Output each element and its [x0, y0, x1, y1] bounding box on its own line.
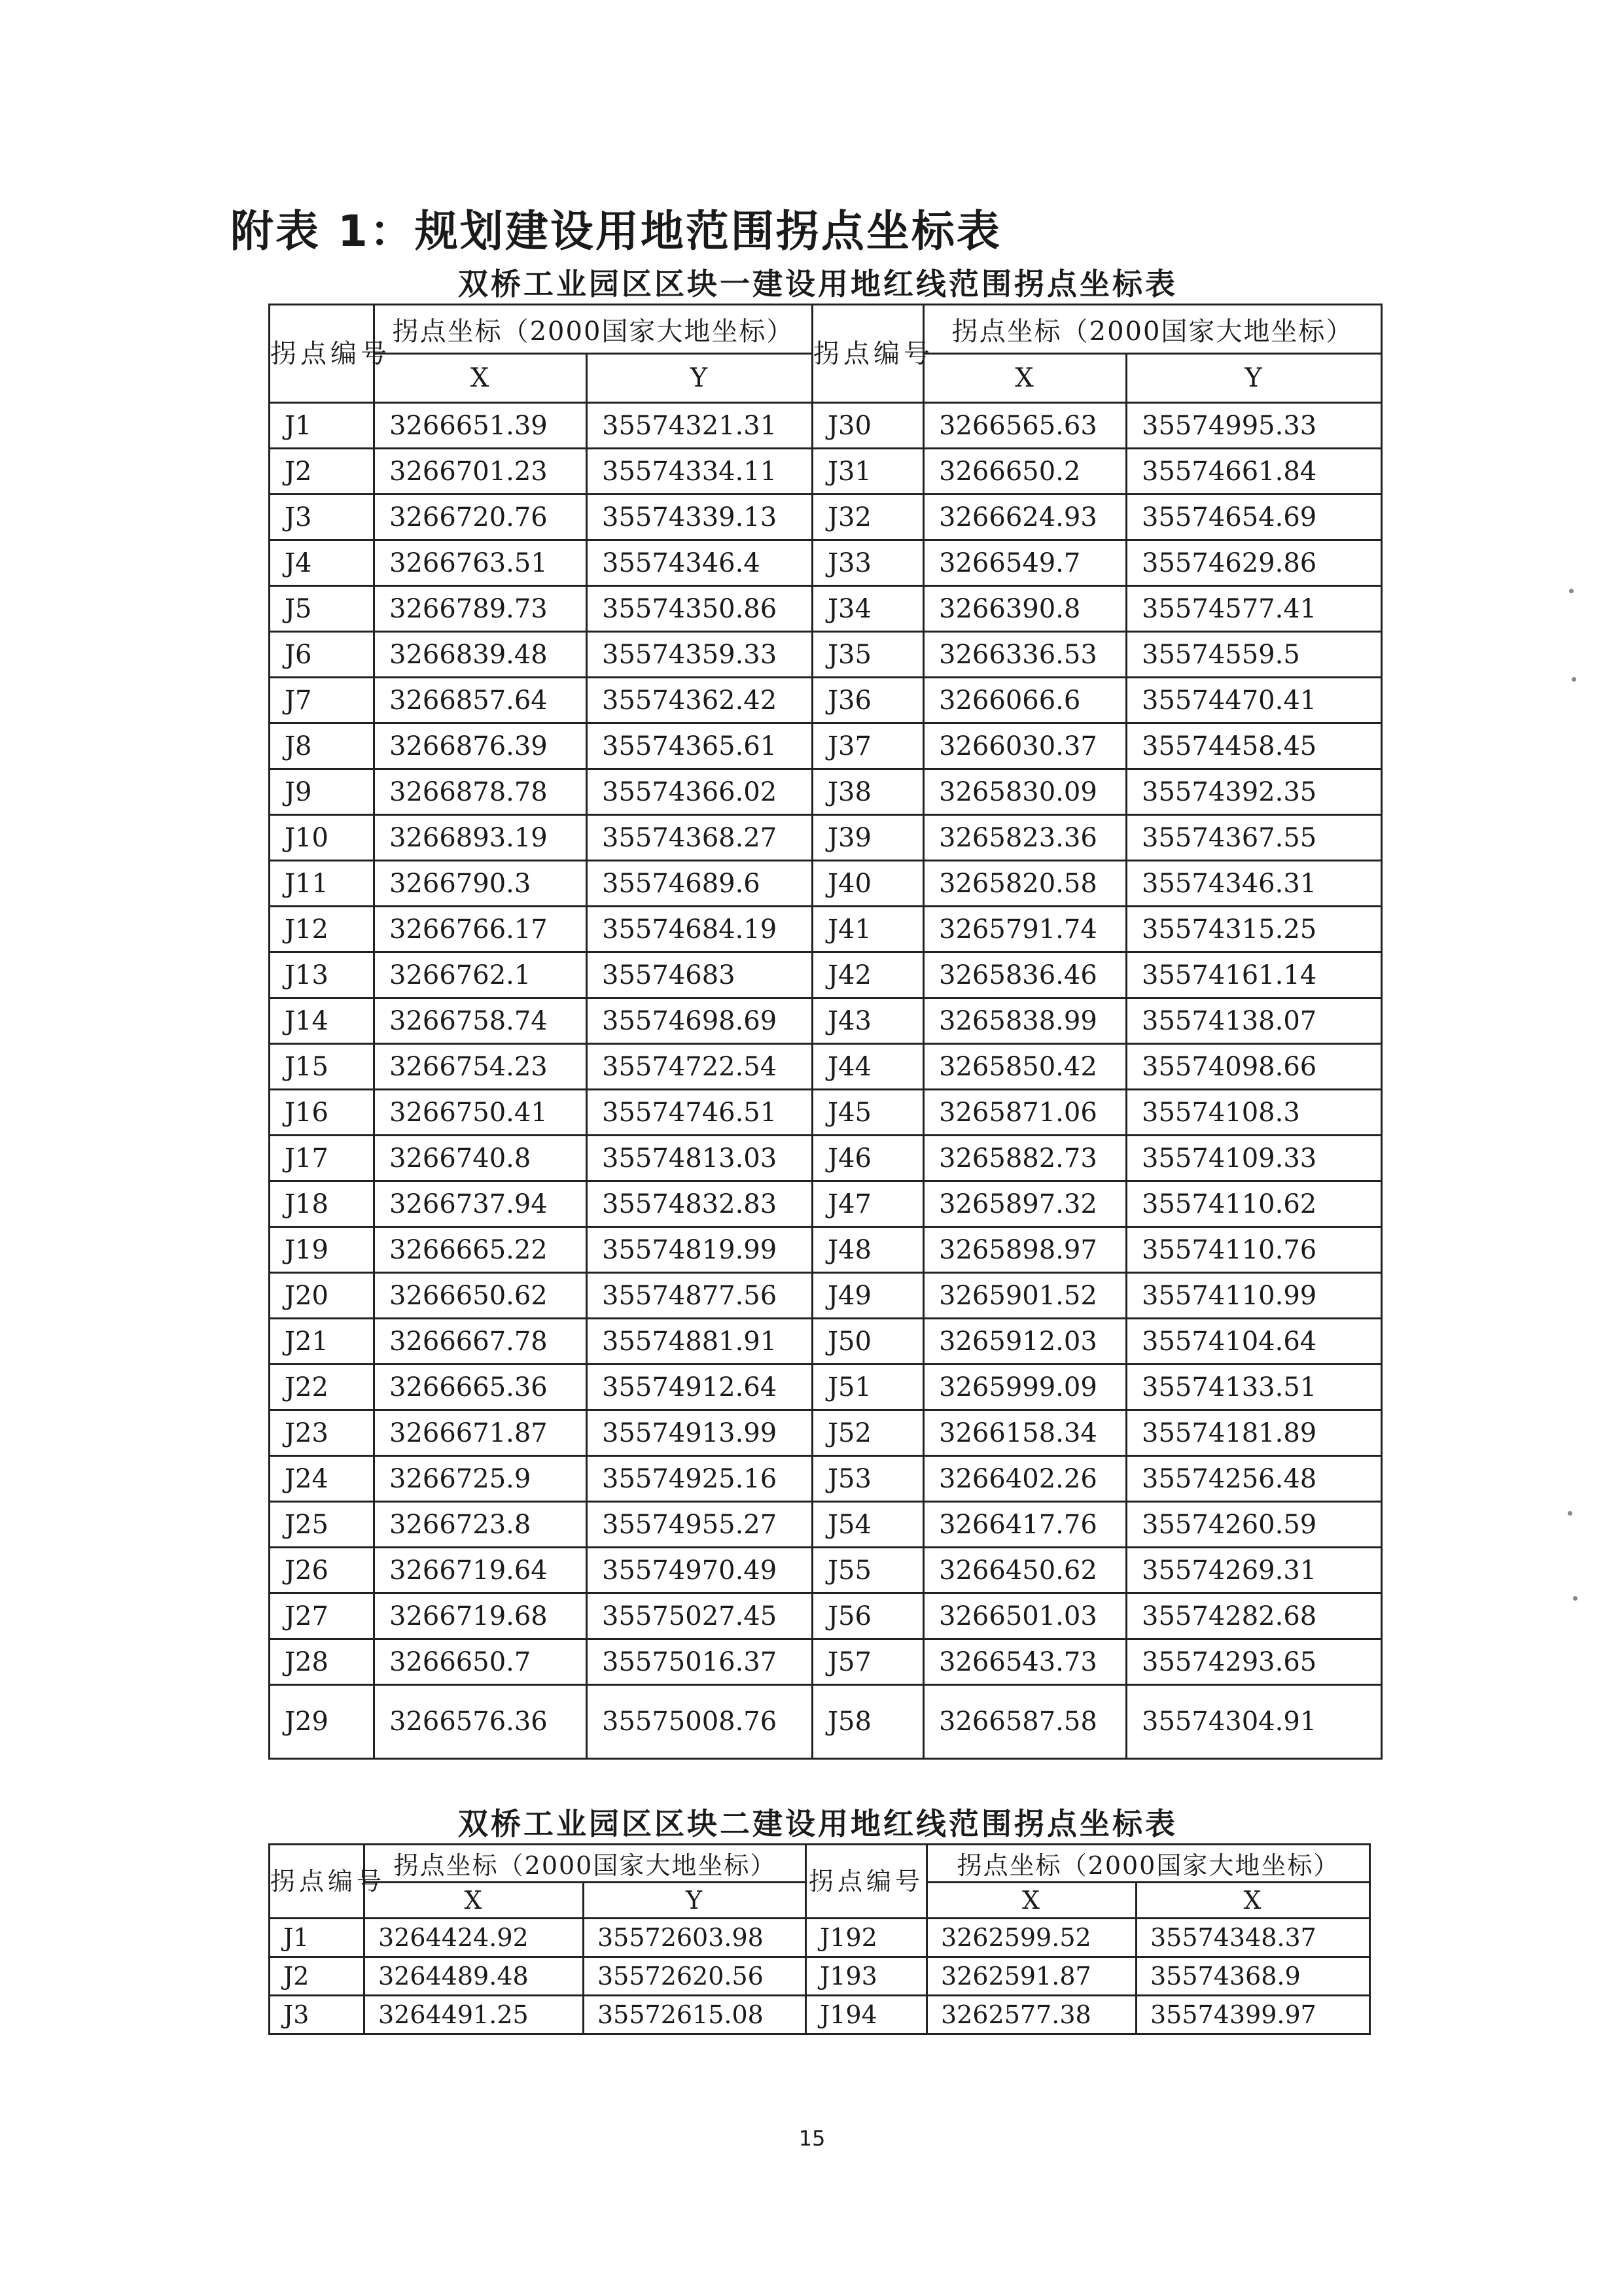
left-point-no-cell: J4 [270, 540, 374, 586]
right-y-coord-cell: 35574577.41 [1127, 586, 1382, 632]
right-x-coord-cell: 3265999.09 [924, 1365, 1127, 1410]
table2-header-coord-right: 拐点坐标（2000国家大地坐标） [927, 1845, 1370, 1883]
right-y-coord-cell: 35574138.07 [1127, 998, 1382, 1044]
right-point-no-cell: J192 [806, 1919, 927, 1957]
left-x-coord-cell: 3264491.25 [364, 1996, 584, 2034]
right-point-no-cell: J40 [813, 861, 924, 907]
left-x-coord-cell: 3266723.8 [374, 1502, 587, 1548]
left-x-coord-cell: 3266876.39 [374, 723, 587, 769]
table-row [270, 586, 1382, 632]
table-row [270, 1319, 1382, 1365]
right-y-coord-cell: 35574293.65 [1127, 1639, 1382, 1685]
right-point-no-cell: J53 [813, 1456, 924, 1502]
table1-header-y-left: Y [587, 354, 813, 403]
right-y-coord-cell: 35574559.5 [1127, 632, 1382, 678]
table-row [270, 1593, 1382, 1639]
right-y-coord-cell: 35574458.45 [1127, 723, 1382, 769]
right-y-coord-cell: 35574654.69 [1127, 495, 1382, 540]
right-y-coord-cell: 35574109.33 [1127, 1136, 1382, 1181]
right-y-coord-cell: 35574661.84 [1127, 449, 1382, 495]
left-y-coord-cell: 35574321.31 [587, 403, 813, 449]
right-x-coord-cell: 3266336.53 [924, 632, 1127, 678]
table-row [270, 1548, 1382, 1593]
table-row [270, 403, 1382, 449]
table-row [270, 1639, 1382, 1685]
right-x-coord-cell: 3265791.74 [924, 907, 1127, 952]
left-y-coord-cell: 35574746.51 [587, 1090, 813, 1136]
left-x-coord-cell: 3266763.51 [374, 540, 587, 586]
left-y-coord-cell: 35574722.54 [587, 1044, 813, 1090]
table-row [270, 449, 1382, 495]
left-y-coord-cell: 35574339.13 [587, 495, 813, 540]
left-point-no-cell: J10 [270, 815, 374, 861]
left-point-no-cell: J2 [270, 449, 374, 495]
table-row [270, 1502, 1382, 1548]
left-point-no-cell: J1 [270, 1919, 364, 1957]
right-y-coord-cell: 35574304.91 [1127, 1685, 1382, 1759]
right-point-no-cell: J37 [813, 723, 924, 769]
left-y-coord-cell: 35572620.56 [584, 1957, 806, 1996]
left-point-no-cell: J24 [270, 1456, 374, 1502]
left-point-no-cell: J14 [270, 998, 374, 1044]
left-point-no-cell: J16 [270, 1090, 374, 1136]
left-x-coord-cell: 3266789.73 [374, 586, 587, 632]
left-point-no-cell: J20 [270, 1273, 374, 1319]
right-y-coord-cell: 35574181.89 [1127, 1410, 1382, 1456]
table-row [270, 723, 1382, 769]
right-y-coord-cell: 35574315.25 [1127, 907, 1382, 952]
left-point-no-cell: J19 [270, 1227, 374, 1273]
left-point-no-cell: J23 [270, 1410, 374, 1456]
right-x-coord-cell: 3266158.34 [924, 1410, 1127, 1456]
right-y-coord-cell: 35574367.55 [1127, 815, 1382, 861]
table-row [270, 907, 1382, 952]
right-point-no-cell: J38 [813, 769, 924, 815]
table1-body [270, 403, 1382, 1759]
table-row [270, 1181, 1382, 1227]
right-point-no-cell: J47 [813, 1181, 924, 1227]
right-x-coord-cell: 3265830.09 [924, 769, 1127, 815]
right-x-coord-cell: 3262577.38 [927, 1996, 1137, 2034]
right-x-coord-cell: 3265882.73 [924, 1136, 1127, 1181]
table1-header-point-no-right: 拐点编号 [813, 305, 924, 403]
right-x-coord-cell: 3265912.03 [924, 1319, 1127, 1365]
left-x-coord-cell: 3266725.9 [374, 1456, 587, 1502]
left-x-coord-cell: 3266720.76 [374, 495, 587, 540]
right-x-coord-cell: 3266030.37 [924, 723, 1127, 769]
right-point-no-cell: J49 [813, 1273, 924, 1319]
right-x-coord-cell: 3266624.93 [924, 495, 1127, 540]
table2-coordinates [268, 1843, 1371, 2035]
left-point-no-cell: J22 [270, 1365, 374, 1410]
left-x-coord-cell: 3266651.39 [374, 403, 587, 449]
table2-body [270, 1919, 1370, 2034]
table1-header-x-left: X [374, 354, 587, 403]
table-row [270, 1227, 1382, 1273]
left-y-coord-cell: 35574362.42 [587, 678, 813, 723]
right-point-no-cell: J56 [813, 1593, 924, 1639]
right-x-coord-cell: 3265823.36 [924, 815, 1127, 861]
left-y-coord-cell: 35574366.02 [587, 769, 813, 815]
left-y-coord-cell: 35574832.83 [587, 1181, 813, 1227]
left-y-coord-cell: 35574881.91 [587, 1319, 813, 1365]
right-point-no-cell: J30 [813, 403, 924, 449]
right-point-no-cell: J50 [813, 1319, 924, 1365]
table1-header-x-right: X [924, 354, 1127, 403]
left-x-coord-cell: 3266650.62 [374, 1273, 587, 1319]
left-point-no-cell: J1 [270, 403, 374, 449]
table-row [270, 678, 1382, 723]
right-point-no-cell: J58 [813, 1685, 924, 1759]
left-y-coord-cell: 35574877.56 [587, 1273, 813, 1319]
table2-header-y-left: Y [584, 1883, 806, 1919]
left-point-no-cell: J25 [270, 1502, 374, 1548]
table-row [270, 769, 1382, 815]
table2-header-x-left: X [364, 1883, 584, 1919]
right-y-coord-cell: 35574110.99 [1127, 1273, 1382, 1319]
left-y-coord-cell: 35572615.08 [584, 1996, 806, 2034]
left-x-coord-cell: 3266650.7 [374, 1639, 587, 1685]
right-point-no-cell: J39 [813, 815, 924, 861]
right-y-coord-cell: 35574256.48 [1127, 1456, 1382, 1502]
right-point-no-cell: J48 [813, 1227, 924, 1273]
table-row [270, 952, 1382, 998]
right-point-no-cell: J31 [813, 449, 924, 495]
right-y-coord-cell: 35574110.62 [1127, 1181, 1382, 1227]
table2-caption: 双桥工业园区区块二建设用地红线范围拐点坐标表 [458, 1806, 1178, 1841]
left-x-coord-cell: 3266701.23 [374, 449, 587, 495]
left-x-coord-cell: 3266762.1 [374, 952, 587, 998]
left-x-coord-cell: 3266839.48 [374, 632, 587, 678]
right-x-coord-cell: 3266549.7 [924, 540, 1127, 586]
left-point-no-cell: J18 [270, 1181, 374, 1227]
right-x-coord-cell: 3265836.46 [924, 952, 1127, 998]
left-point-no-cell: J26 [270, 1548, 374, 1593]
left-point-no-cell: J27 [270, 1593, 374, 1639]
table-row [270, 1136, 1382, 1181]
left-x-coord-cell: 3266857.64 [374, 678, 587, 723]
scan-speck [1572, 677, 1576, 682]
right-point-no-cell: J43 [813, 998, 924, 1044]
right-point-no-cell: J193 [806, 1957, 927, 1996]
left-x-coord-cell: 3266667.78 [374, 1319, 587, 1365]
left-point-no-cell: J13 [270, 952, 374, 998]
right-point-no-cell: J32 [813, 495, 924, 540]
right-point-no-cell: J45 [813, 1090, 924, 1136]
left-point-no-cell: J21 [270, 1319, 374, 1365]
right-point-no-cell: J52 [813, 1410, 924, 1456]
table2-header-x-right: X [927, 1883, 1137, 1919]
table-row [270, 1365, 1382, 1410]
left-point-no-cell: J6 [270, 632, 374, 678]
right-y-coord-cell: 35574392.35 [1127, 769, 1382, 815]
right-y-coord-cell: 35574995.33 [1127, 403, 1382, 449]
right-point-no-cell: J55 [813, 1548, 924, 1593]
left-x-coord-cell: 3266893.19 [374, 815, 587, 861]
left-point-no-cell: J28 [270, 1639, 374, 1685]
right-x-coord-cell: 3262599.52 [927, 1919, 1137, 1957]
left-point-no-cell: J17 [270, 1136, 374, 1181]
table1-coordinates [268, 304, 1383, 1760]
right-x-coord-cell: 3262591.87 [927, 1957, 1137, 1996]
left-x-coord-cell: 3266719.68 [374, 1593, 587, 1639]
left-y-coord-cell: 35574925.16 [587, 1456, 813, 1502]
right-x-coord-cell: 3265850.42 [924, 1044, 1127, 1090]
right-y-coord-cell: 35574348.37 [1137, 1919, 1370, 1957]
right-point-no-cell: J33 [813, 540, 924, 586]
right-y-coord-cell: 35574098.66 [1127, 1044, 1382, 1090]
right-point-no-cell: J54 [813, 1502, 924, 1548]
right-x-coord-cell: 3265838.99 [924, 998, 1127, 1044]
table-row [270, 1919, 1370, 1957]
table-row [270, 1456, 1382, 1502]
left-point-no-cell: J3 [270, 1996, 364, 2034]
left-y-coord-cell: 35574684.19 [587, 907, 813, 952]
left-y-coord-cell: 35574955.27 [587, 1502, 813, 1548]
right-x-coord-cell: 3265901.52 [924, 1273, 1127, 1319]
table-row [270, 1996, 1370, 2034]
left-y-coord-cell: 35574683 [587, 952, 813, 998]
right-point-no-cell: J36 [813, 678, 924, 723]
left-y-coord-cell: 35574813.03 [587, 1136, 813, 1181]
scan-speck [1569, 589, 1574, 593]
scan-speck [1568, 1511, 1572, 1516]
table2-header-coord-left: 拐点坐标（2000国家大地坐标） [364, 1845, 806, 1883]
left-y-coord-cell: 35574365.61 [587, 723, 813, 769]
right-x-coord-cell: 3266390.8 [924, 586, 1127, 632]
table-row [270, 815, 1382, 861]
left-point-no-cell: J15 [270, 1044, 374, 1090]
left-x-coord-cell: 3266750.41 [374, 1090, 587, 1136]
table2-header-y-right: X [1137, 1883, 1370, 1919]
right-point-no-cell: J46 [813, 1136, 924, 1181]
right-y-coord-cell: 35574470.41 [1127, 678, 1382, 723]
left-point-no-cell: J8 [270, 723, 374, 769]
table2-header-point-no-left: 拐点编号 [270, 1845, 364, 1919]
left-x-coord-cell: 3266878.78 [374, 769, 587, 815]
left-y-coord-cell: 35575008.76 [587, 1685, 813, 1759]
table-row [270, 998, 1382, 1044]
right-y-coord-cell: 35574399.97 [1137, 1996, 1370, 2034]
right-x-coord-cell: 3266565.63 [924, 403, 1127, 449]
right-point-no-cell: J35 [813, 632, 924, 678]
left-x-coord-cell: 3266766.17 [374, 907, 587, 952]
left-y-coord-cell: 35572603.98 [584, 1919, 806, 1957]
right-y-coord-cell: 35574368.9 [1137, 1957, 1370, 1996]
left-point-no-cell: J5 [270, 586, 374, 632]
right-y-coord-cell: 35574104.64 [1127, 1319, 1382, 1365]
right-x-coord-cell: 3266402.26 [924, 1456, 1127, 1502]
right-y-coord-cell: 35574133.51 [1127, 1365, 1382, 1410]
right-y-coord-cell: 35574110.76 [1127, 1227, 1382, 1273]
left-y-coord-cell: 35574819.99 [587, 1227, 813, 1273]
right-x-coord-cell: 3266587.58 [924, 1685, 1127, 1759]
right-x-coord-cell: 3266450.62 [924, 1548, 1127, 1593]
left-x-coord-cell: 3266758.74 [374, 998, 587, 1044]
left-x-coord-cell: 3266719.64 [374, 1548, 587, 1593]
table1-header-coord-left: 拐点坐标（2000国家大地坐标） [374, 305, 813, 354]
right-x-coord-cell: 3266543.73 [924, 1639, 1127, 1685]
left-y-coord-cell: 35574359.33 [587, 632, 813, 678]
table-row [270, 1273, 1382, 1319]
table-row [270, 632, 1382, 678]
left-x-coord-cell: 3266754.23 [374, 1044, 587, 1090]
right-point-no-cell: J194 [806, 1996, 927, 2034]
left-y-coord-cell: 35574334.11 [587, 449, 813, 495]
right-x-coord-cell: 3265820.58 [924, 861, 1127, 907]
right-point-no-cell: J42 [813, 952, 924, 998]
left-point-no-cell: J11 [270, 861, 374, 907]
right-x-coord-cell: 3265897.32 [924, 1181, 1127, 1227]
right-x-coord-cell: 3266066.6 [924, 678, 1127, 723]
table-row [270, 1044, 1382, 1090]
right-point-no-cell: J41 [813, 907, 924, 952]
left-x-coord-cell: 3264489.48 [364, 1957, 584, 1996]
table-row [270, 1090, 1382, 1136]
left-point-no-cell: J7 [270, 678, 374, 723]
left-y-coord-cell: 35574346.4 [587, 540, 813, 586]
table-row [270, 540, 1382, 586]
table-row [270, 495, 1382, 540]
left-y-coord-cell: 35574970.49 [587, 1548, 813, 1593]
right-point-no-cell: J51 [813, 1365, 924, 1410]
right-y-coord-cell: 35574346.31 [1127, 861, 1382, 907]
left-y-coord-cell: 35574913.99 [587, 1410, 813, 1456]
left-y-coord-cell: 35574350.86 [587, 586, 813, 632]
table1-header-point-no-left: 拐点编号 [270, 305, 374, 403]
left-point-no-cell: J9 [270, 769, 374, 815]
left-x-coord-cell: 3266576.36 [374, 1685, 587, 1759]
table-row [270, 1685, 1382, 1759]
left-x-coord-cell: 3266671.87 [374, 1410, 587, 1456]
table2-header-point-no-right: 拐点编号 [806, 1845, 927, 1919]
right-x-coord-cell: 3266650.2 [924, 449, 1127, 495]
left-point-no-cell: J3 [270, 495, 374, 540]
right-x-coord-cell: 3265871.06 [924, 1090, 1127, 1136]
table1-header-coord-right: 拐点坐标（2000国家大地坐标） [924, 305, 1382, 354]
right-x-coord-cell: 3265898.97 [924, 1227, 1127, 1273]
left-x-coord-cell: 3266790.3 [374, 861, 587, 907]
right-y-coord-cell: 35574161.14 [1127, 952, 1382, 998]
left-y-coord-cell: 35575027.45 [587, 1593, 813, 1639]
table1-header-y-right: Y [1127, 354, 1382, 403]
table-row [270, 861, 1382, 907]
table1-caption: 双桥工业园区区块一建设用地红线范围拐点坐标表 [458, 266, 1178, 302]
left-x-coord-cell: 3266665.22 [374, 1227, 587, 1273]
left-x-coord-cell: 3266737.94 [374, 1181, 587, 1227]
left-x-coord-cell: 3266665.36 [374, 1365, 587, 1410]
right-y-coord-cell: 35574629.86 [1127, 540, 1382, 586]
page-title: 附表 1：规划建设用地范围拐点坐标表 [230, 206, 1002, 256]
right-x-coord-cell: 3266417.76 [924, 1502, 1127, 1548]
right-x-coord-cell: 3266501.03 [924, 1593, 1127, 1639]
table-row [270, 1410, 1382, 1456]
left-x-coord-cell: 3264424.92 [364, 1919, 584, 1957]
right-y-coord-cell: 35574260.59 [1127, 1502, 1382, 1548]
scan-speck [1573, 1596, 1578, 1601]
table-row [270, 1957, 1370, 1996]
left-point-no-cell: J29 [270, 1685, 374, 1759]
left-point-no-cell: J12 [270, 907, 374, 952]
page-number: 15 [798, 2126, 826, 2151]
left-y-coord-cell: 35575016.37 [587, 1639, 813, 1685]
left-x-coord-cell: 3266740.8 [374, 1136, 587, 1181]
left-y-coord-cell: 35574368.27 [587, 815, 813, 861]
left-y-coord-cell: 35574698.69 [587, 998, 813, 1044]
right-point-no-cell: J34 [813, 586, 924, 632]
left-y-coord-cell: 35574912.64 [587, 1365, 813, 1410]
right-point-no-cell: J57 [813, 1639, 924, 1685]
right-y-coord-cell: 35574269.31 [1127, 1548, 1382, 1593]
right-point-no-cell: J44 [813, 1044, 924, 1090]
left-y-coord-cell: 35574689.6 [587, 861, 813, 907]
right-y-coord-cell: 35574282.68 [1127, 1593, 1382, 1639]
right-y-coord-cell: 35574108.3 [1127, 1090, 1382, 1136]
left-point-no-cell: J2 [270, 1957, 364, 1996]
